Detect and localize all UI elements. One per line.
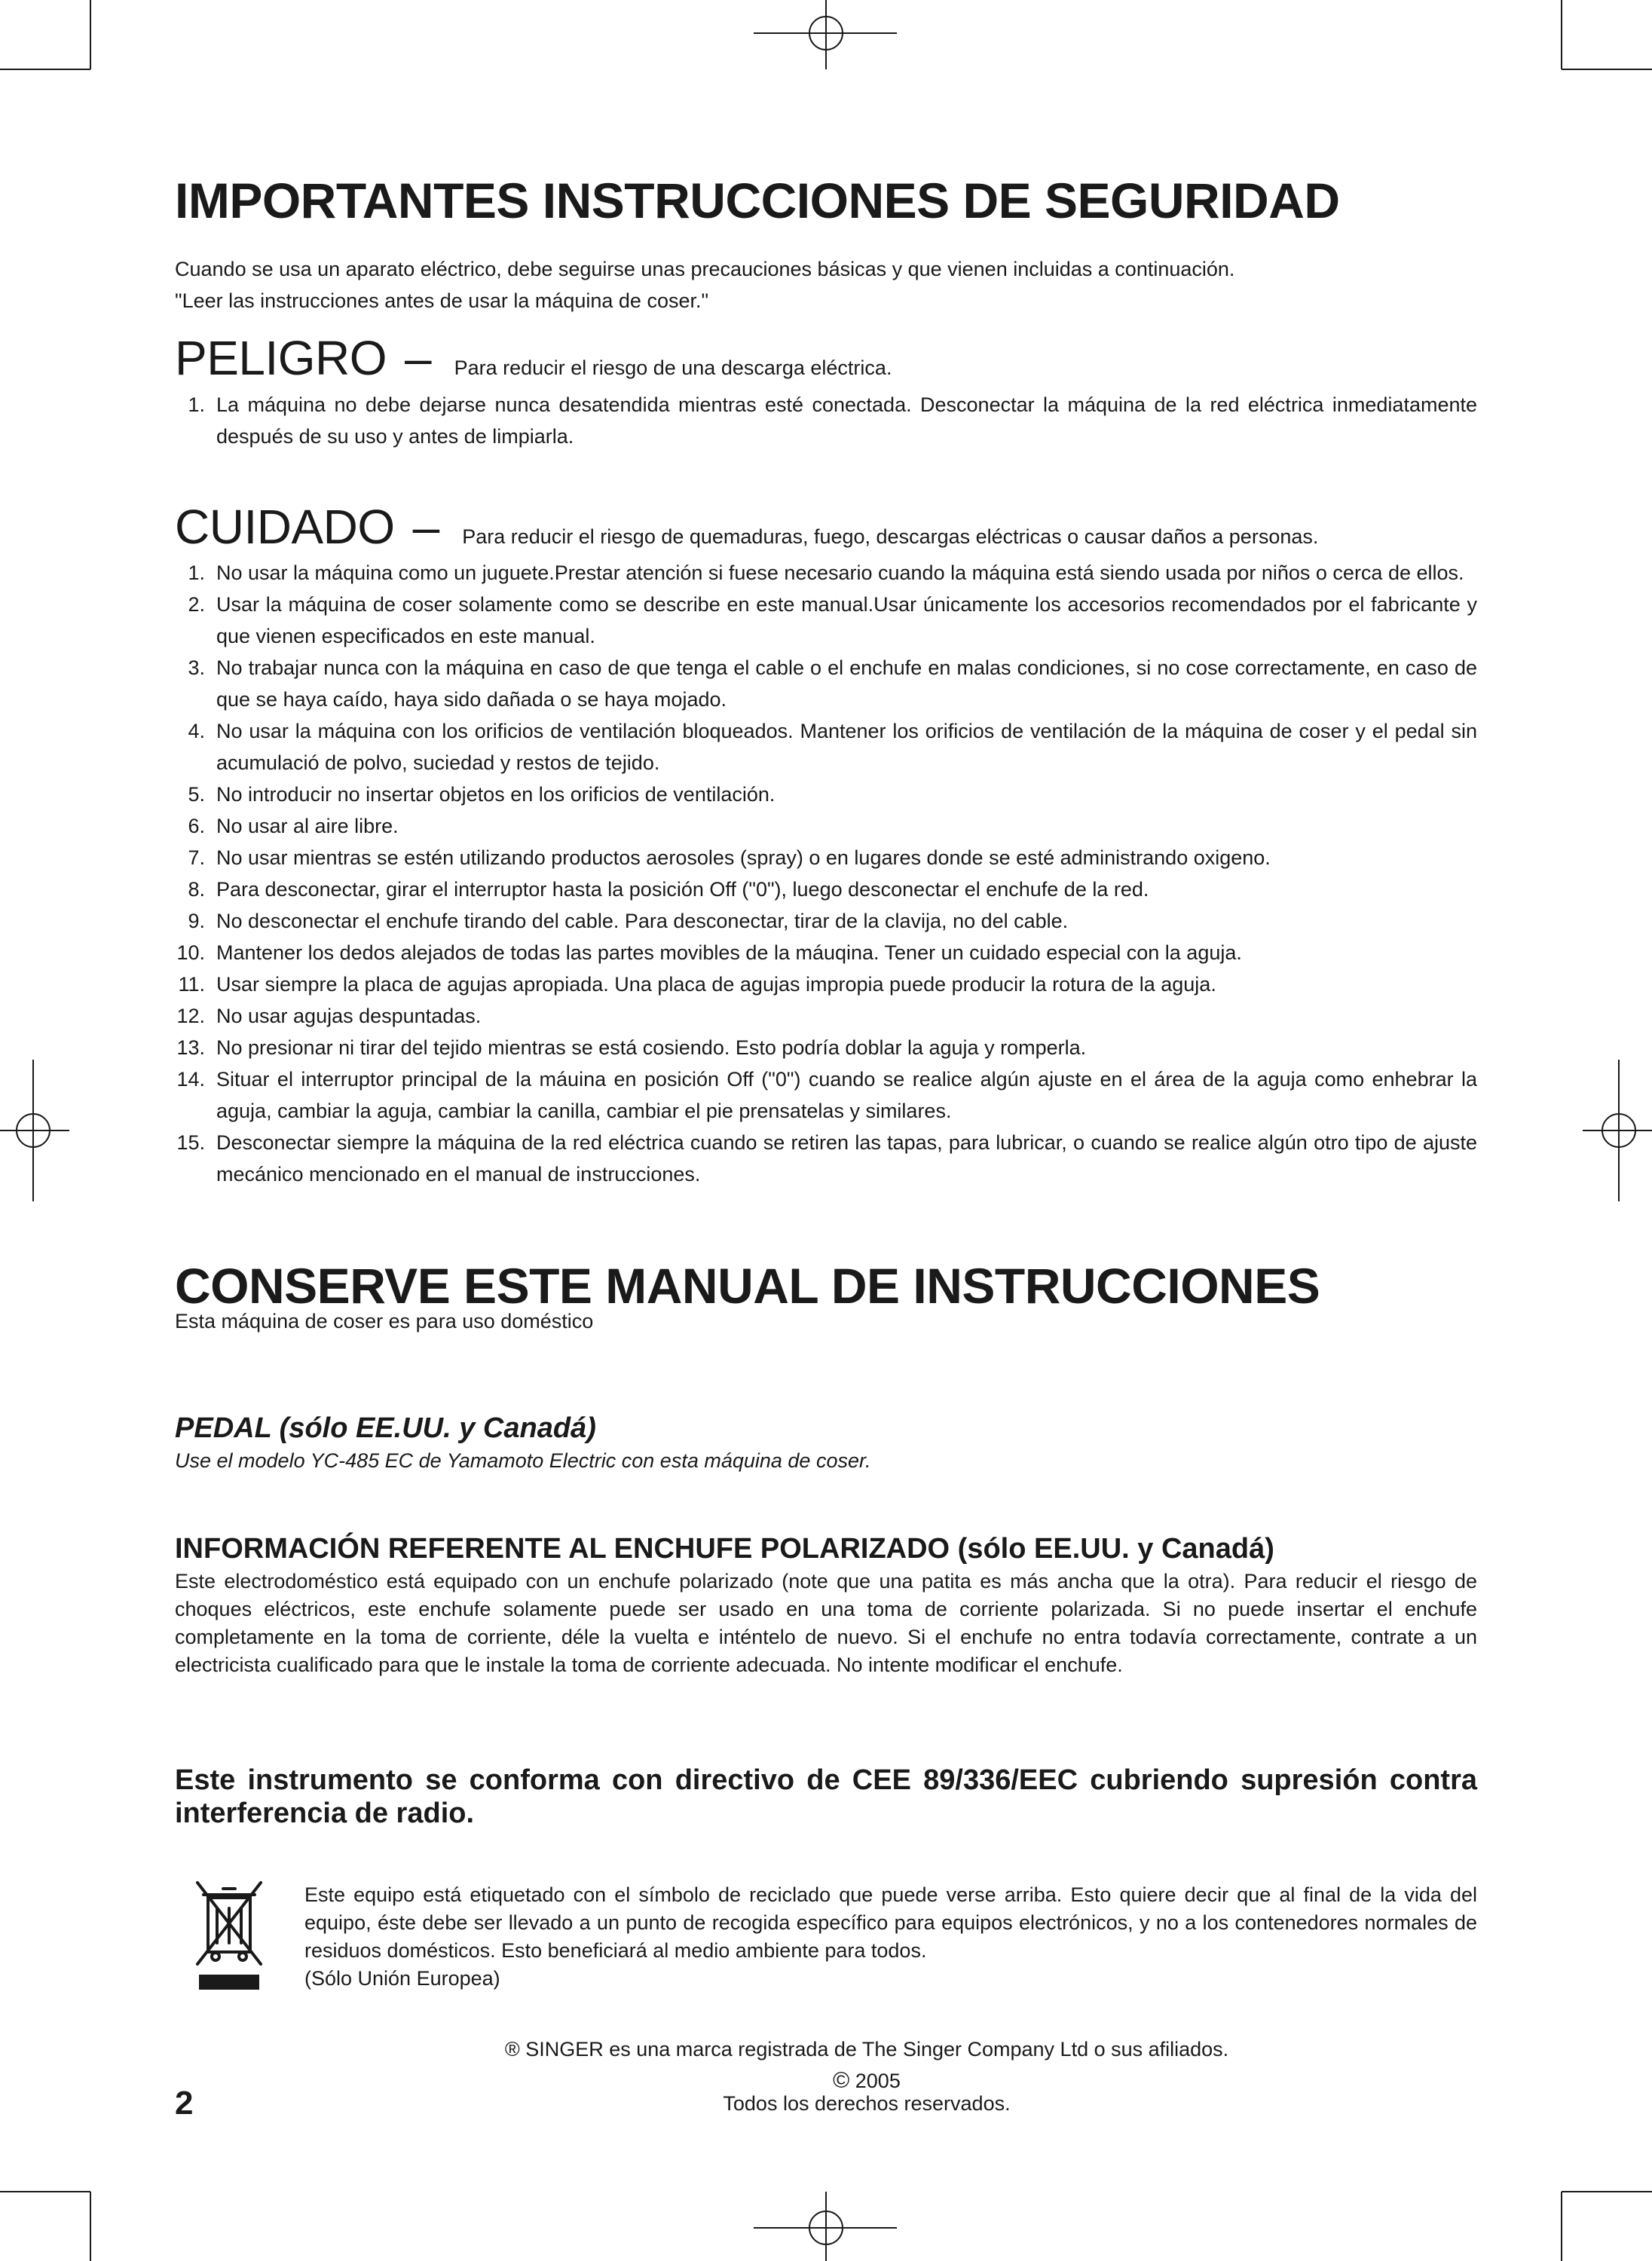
- recycle-text: [304, 1881, 1477, 1993]
- peligro-word: PELIGRO: [175, 331, 387, 385]
- recycle-paragraph: Este equipo está etiquetado con el símbolo de reciclado que puede verse arriba. Esto quiere decir que al final de la vida del equipo, éste debe ser llevado a un punto de recogida específico para equipos electrónicos, y no a los contenedores normales de residuos domésticos. Esto beneficiará al medio ambiente para todos.: [304, 1883, 1477, 1962]
- conserve-subtitle: Esta máquina de coser es para uso doméstico: [175, 1310, 594, 1332]
- plug-text: Este electrodoméstico está equipado con un enchufe polarizado (note que una patita es más ancha que la otra). Para reducir el riesgo de choques eléctricos, este enchufe solamente puede ser usado en una toma de corriente polarizada. Si no puede insertar el enchufe completamente en la toma de corriente, déle la vuelta e inténtelo de nuevo. Si el enchufe no entra todavía correctamente, contrate a un electricista cualificado para que le instale la toma de corriente adecuada. No intente modificar el enchufe.: [175, 1570, 1477, 1676]
- list-item: 5. No introducir no insertar objetos en los orificios de ventilación.: [188, 783, 776, 806]
- list-item: 6. No usar al aire libre.: [188, 815, 399, 837]
- list-item: 2. Usar la máquina de coser solamente como se describe en este manual.Usar únicamente los accesorios recomendados por el fabricante y que vienen especificados en este manual.: [188, 593, 1477, 647]
- cee-statement: Este instrumento se conforma con directivo de CEE 89/336/EEC cubriendo supresión contra interferencia de radio.: [175, 1764, 1477, 1829]
- plug-title: INFORMACIÓN REFERENTE AL ENCHUFE POLARIZADO (sólo EE.UU. y Canadá): [175, 1533, 1274, 1565]
- intro-text: [175, 253, 1531, 317]
- recycle-note: (Sólo Unión Europea): [304, 1967, 500, 1990]
- peligro-note: Para reducir el riesgo de una descarga eléctrica.: [454, 356, 892, 379]
- cuidado-word: CUIDADO: [175, 500, 395, 554]
- copyright-year: 2005: [855, 2070, 901, 2092]
- list-item: 1. No usar la máquina como un juguete.Prestar atención si fuese necesario cuando la máquina está siendo usada por niños o cerca de ellos.: [188, 561, 1464, 584]
- cuidado-heading: [175, 499, 1531, 555]
- list-item: 7. No usar mientras se estén utilizando productos aerosoles (spray) o en lugares donde se esté administrando oxigeno.: [188, 846, 1271, 869]
- conserve-title: CONSERVE ESTE MANUAL DE INSTRUCCIONES: [175, 1258, 1320, 1314]
- list-item: 1. La máquina no debe dejarse nunca desatendida mientras esté conectada. Desconectar la máquina de la red eléctrica inmediatamente después de su uso y antes de limpiarla.: [188, 393, 1477, 448]
- copyright-line: [452, 2068, 1281, 2094]
- peligro-list: [175, 389, 1477, 452]
- list-item: 4. No usar la máquina con los orificios de ventilación bloqueados. Mantener los orificios de ventilación de la máquina de coser y el pedal sin acumulació de polvo, suciedad y restos de tejido.: [188, 720, 1477, 774]
- list-item: 14. Situar el interruptor principal de la máuina en posición Off ("0") cuando se realice algún ajuste en el área de la aguja como enhebrar la aguja, cambiar la aguja, cambiar la canilla, cambiar el pie prensatelas y similares.: [176, 1068, 1477, 1122]
- trademark-notice: ® SINGER es una marca registrada de The Singer Company Ltd o sus afiliados.: [504, 2038, 1229, 2061]
- heading-dash: –: [412, 500, 440, 554]
- list-item: 11. Usar siempre la placa de agujas apropiada. Una placa de agujas impropia puede producir la rotura de la aguja.: [178, 973, 1216, 996]
- list-item: 10. Mantener los dedos alejados de todas las partes movibles de la máuqina. Tener un cuidado especial con la aguja.: [176, 941, 1242, 964]
- rights-reserved: Todos los derechos reservados.: [723, 2092, 1011, 2115]
- page-title: IMPORTANTES INSTRUCCIONES DE SEGURIDAD: [175, 173, 1340, 228]
- heading-dash: –: [405, 331, 432, 385]
- list-item: 12. No usar agujas despuntadas.: [176, 1005, 482, 1027]
- copyright-symbol: ©: [833, 2068, 850, 2093]
- pedal-title: PEDAL (sólo EE.UU. y Canadá): [175, 1412, 596, 1444]
- list-item: 8. Para desconectar, girar el interruptor hasta la posición Off ("0"), luego desconectar el enchufe de la red.: [188, 878, 1149, 901]
- intro-line: "Leer las instrucciones antes de usar la máquina de coser.": [175, 289, 709, 312]
- crossed-out-wheelie-bin-icon: [193, 1878, 265, 1993]
- list-item: 15. Desconectar siempre la máquina de la red eléctrica cuando se retiren las tapas, para lubricar, o cuando se realice algún otro tipo de ajuste mecánico mencionado en el manual de instrucciones.: [176, 1131, 1477, 1186]
- cuidado-note: Para reducir el riesgo de quemaduras, fuego, descargas eléctricas o causar daños a personas.: [462, 525, 1319, 548]
- list-item: 3. No trabajar nunca con la máquina en caso de que tenga el cable o el enchufe en malas condiciones, si no cose correctamente, en caso de que se haya caído, haya sido dañada o se haya mojado.: [188, 656, 1477, 711]
- intro-line: Cuando se usa un aparato eléctrico, debe seguirse unas precauciones básicas y que vienen incluidas a continuación.: [175, 258, 1235, 280]
- cuidado-list: [175, 557, 1477, 1190]
- list-item: 13. No presionar ni tirar del tejido mientras se está cosiendo. Esto podría doblar la aguja y romperla.: [176, 1036, 1087, 1059]
- pedal-text: Use el modelo YC-485 EC de Yamamoto Electric con esta máquina de coser.: [175, 1449, 871, 1472]
- peligro-heading: [175, 330, 1531, 386]
- list-item: 9. No desconectar el enchufe tirando del cable. Para desconectar, tirar de la clavija, no del cable.: [188, 910, 1069, 932]
- page-number: 2: [175, 2085, 194, 2122]
